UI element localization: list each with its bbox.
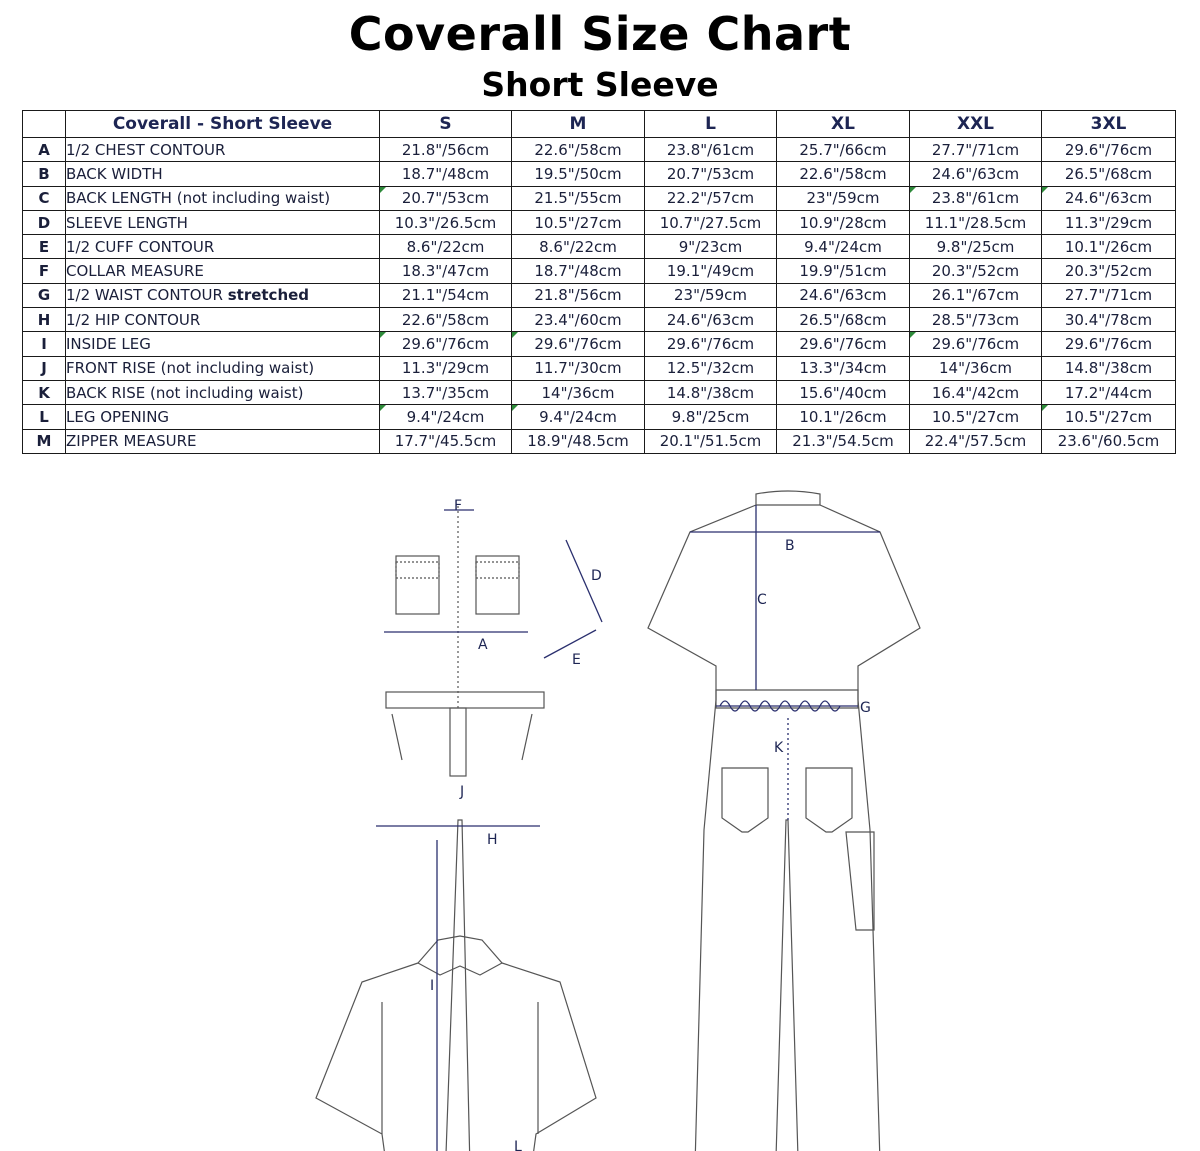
row-code: K: [23, 380, 66, 404]
table-row: [23, 356, 1176, 380]
value-cell-s: 29.6"/76cm: [380, 332, 512, 356]
label-d: D: [591, 568, 602, 584]
value-cell-s: 10.3"/26.5cm: [380, 210, 512, 234]
value-cell-l: 20.7"/53cm: [645, 162, 777, 186]
label-h: H: [487, 832, 498, 848]
value-cell-3xl: 24.6"/63cm: [1042, 186, 1176, 210]
value-cell-xxl: 27.7"/71cm: [910, 138, 1042, 162]
value-cell-3xl: 11.3"/29cm: [1042, 210, 1176, 234]
value-cell-m: 9.4"/24cm: [512, 405, 645, 429]
row-description-text: SLEEVE LENGTH: [66, 213, 188, 232]
value-cell-xl: 26.5"/68cm: [777, 308, 910, 332]
value-cell-3xl: 10.1"/26cm: [1042, 235, 1176, 259]
value-cell-3xl: 10.5"/27cm: [1042, 405, 1176, 429]
header-size-l: L: [645, 111, 777, 138]
row-description-text: ZIPPER MEASURE: [66, 432, 197, 451]
table-row: [23, 210, 1176, 234]
header-size-3xl: 3XL: [1042, 111, 1176, 138]
value-cell-xxl: 23.8"/61cm: [910, 186, 1042, 210]
value-cell-l: 9"/23cm: [645, 235, 777, 259]
value-cell-l: 12.5"/32cm: [645, 356, 777, 380]
value-cell-s: 21.8"/56cm: [380, 138, 512, 162]
value-cell-xxl: 20.3"/52cm: [910, 259, 1042, 283]
label-e: E: [572, 652, 581, 668]
value-cell-s: 9.4"/24cm: [380, 405, 512, 429]
label-b: B: [785, 538, 795, 554]
value-cell-3xl: 20.3"/52cm: [1042, 259, 1176, 283]
value-cell-3xl: 29.6"/76cm: [1042, 332, 1176, 356]
row-description-text: LEG OPENING: [66, 407, 170, 426]
value-cell-xl: 10.1"/26cm: [777, 405, 910, 429]
row-description-text: INSIDE LEG: [66, 335, 151, 354]
value-cell-xl: 25.7"/66cm: [777, 138, 910, 162]
value-cell-xxl: 10.5"/27cm: [910, 405, 1042, 429]
value-cell-xl: 15.6"/40cm: [777, 380, 910, 404]
value-cell-m: 10.5"/27cm: [512, 210, 645, 234]
row-code: M: [23, 429, 66, 453]
value-cell-m: 18.9"/48.5cm: [512, 429, 645, 453]
header-description: Coverall - Short Sleeve: [66, 111, 380, 138]
value-cell-3xl: 29.6"/76cm: [1042, 138, 1176, 162]
value-cell-m: 21.8"/56cm: [512, 283, 645, 307]
size-table: [22, 110, 1176, 454]
value-cell-3xl: 27.7"/71cm: [1042, 283, 1176, 307]
value-cell-m: 29.6"/76cm: [512, 332, 645, 356]
value-cell-s: 8.6"/22cm: [380, 235, 512, 259]
value-cell-s: 18.3"/47cm: [380, 259, 512, 283]
front-coverall: [316, 506, 596, 1151]
row-description: [66, 210, 380, 234]
value-cell-s: 20.7"/53cm: [380, 186, 512, 210]
row-code: F: [23, 259, 66, 283]
row-description-text: BACK LENGTH (not including waist): [66, 189, 331, 208]
value-cell-s: 17.7"/45.5cm: [380, 429, 512, 453]
table-row: [23, 235, 1176, 259]
row-description: [66, 332, 380, 356]
value-cell-l: 23"/59cm: [645, 283, 777, 307]
header-size-xxl: XXL: [910, 111, 1042, 138]
front-measurements: [376, 510, 602, 1151]
page-title: Coverall Size Chart: [348, 7, 852, 61]
value-cell-xxl: 26.1"/67cm: [910, 283, 1042, 307]
label-i: I: [430, 978, 435, 994]
value-cell-xl: 29.6"/76cm: [777, 332, 910, 356]
label-j: J: [460, 784, 465, 800]
row-description-text: BACK WIDTH: [66, 164, 163, 183]
row-code: C: [23, 186, 66, 210]
value-cell-xxl: 14"/36cm: [910, 356, 1042, 380]
back-coverall: [648, 491, 920, 1151]
table-row: [23, 429, 1176, 453]
value-cell-l: 9.8"/25cm: [645, 405, 777, 429]
value-cell-xl: 13.3"/34cm: [777, 356, 910, 380]
row-description-text: 1/2 CUFF CONTOUR: [66, 237, 215, 256]
row-description: [66, 259, 380, 283]
row-code: E: [23, 235, 66, 259]
row-code: H: [23, 308, 66, 332]
label-g: G: [860, 700, 871, 716]
value-cell-3xl: 23.6"/60.5cm: [1042, 429, 1176, 453]
table-row: [23, 259, 1176, 283]
size-table-body: [23, 138, 1176, 454]
label-f: F: [454, 498, 463, 514]
value-cell-m: 14"/36cm: [512, 380, 645, 404]
table-row: [23, 283, 1176, 307]
diagram-labels: [430, 498, 871, 1151]
row-code: D: [23, 210, 66, 234]
value-cell-xl: 10.9"/28cm: [777, 210, 910, 234]
row-code: B: [23, 162, 66, 186]
value-cell-m: 8.6"/22cm: [512, 235, 645, 259]
value-cell-l: 20.1"/51.5cm: [645, 429, 777, 453]
value-cell-l: 22.2"/57cm: [645, 186, 777, 210]
row-code: G: [23, 283, 66, 307]
row-description: [66, 186, 380, 210]
value-cell-s: 22.6"/58cm: [380, 308, 512, 332]
row-description: [66, 380, 380, 404]
label-a: A: [478, 637, 488, 653]
row-code: A: [23, 138, 66, 162]
row-description: [66, 283, 380, 307]
value-cell-3xl: 17.2"/44cm: [1042, 380, 1176, 404]
row-description: [66, 138, 380, 162]
table-row: [23, 308, 1176, 332]
value-cell-m: 18.7"/48cm: [512, 259, 645, 283]
value-cell-s: 21.1"/54cm: [380, 283, 512, 307]
value-cell-xl: 23"/59cm: [777, 186, 910, 210]
label-k: K: [774, 740, 784, 756]
value-cell-s: 11.3"/29cm: [380, 356, 512, 380]
value-cell-xxl: 16.4"/42cm: [910, 380, 1042, 404]
value-cell-l: 29.6"/76cm: [645, 332, 777, 356]
value-cell-xl: 9.4"/24cm: [777, 235, 910, 259]
value-cell-l: 14.8"/38cm: [645, 380, 777, 404]
value-cell-m: 19.5"/50cm: [512, 162, 645, 186]
row-code: I: [23, 332, 66, 356]
row-description: [66, 429, 380, 453]
value-cell-l: 19.1"/49cm: [645, 259, 777, 283]
value-cell-xl: 19.9"/51cm: [777, 259, 910, 283]
row-code: L: [23, 405, 66, 429]
table-row: [23, 332, 1176, 356]
row-description-text: FRONT RISE (not including waist): [66, 359, 315, 378]
table-row: [23, 405, 1176, 429]
value-cell-xxl: 29.6"/76cm: [910, 332, 1042, 356]
row-description: [66, 405, 380, 429]
label-c: C: [757, 592, 767, 608]
value-cell-xl: 22.6"/58cm: [777, 162, 910, 186]
value-cell-m: 11.7"/30cm: [512, 356, 645, 380]
value-cell-3xl: 30.4"/78cm: [1042, 308, 1176, 332]
value-cell-xl: 21.3"/54.5cm: [777, 429, 910, 453]
label-l: L: [514, 1139, 522, 1151]
value-cell-xxl: 11.1"/28.5cm: [910, 210, 1042, 234]
value-cell-xxl: 28.5"/73cm: [910, 308, 1042, 332]
row-description-text: 1/2 WAIST CONTOUR: [66, 286, 223, 305]
row-description: [66, 162, 380, 186]
table-row: [23, 186, 1176, 210]
row-description-text: 1/2 CHEST CONTOUR: [66, 140, 226, 159]
row-code: J: [23, 356, 66, 380]
value-cell-m: 21.5"/55cm: [512, 186, 645, 210]
row-description: [66, 356, 380, 380]
value-cell-xxl: 9.8"/25cm: [910, 235, 1042, 259]
table-row: [23, 162, 1176, 186]
page-subtitle: Short Sleeve: [481, 65, 719, 104]
value-cell-m: 22.6"/58cm: [512, 138, 645, 162]
value-cell-3xl: 26.5"/68cm: [1042, 162, 1176, 186]
value-cell-l: 24.6"/63cm: [645, 308, 777, 332]
header-size-m: M: [512, 111, 645, 138]
value-cell-xl: 24.6"/63cm: [777, 283, 910, 307]
value-cell-xxl: 24.6"/63cm: [910, 162, 1042, 186]
value-cell-3xl: 14.8"/38cm: [1042, 356, 1176, 380]
row-description-text: BACK RISE (not including waist): [66, 383, 304, 402]
value-cell-m: 23.4"/60cm: [512, 308, 645, 332]
value-cell-xxl: 22.4"/57.5cm: [910, 429, 1042, 453]
table-header-row: [23, 111, 1176, 138]
value-cell-s: 13.7"/35cm: [380, 380, 512, 404]
table-row: [23, 138, 1176, 162]
table-row: [23, 380, 1176, 404]
coverall-diagram: [0, 470, 1200, 1151]
row-description: [66, 308, 380, 332]
value-cell-l: 23.8"/61cm: [645, 138, 777, 162]
header-size-xl: XL: [777, 111, 910, 138]
header-size-s: S: [380, 111, 512, 138]
header-code-cell: [23, 111, 66, 138]
row-description-text: COLLAR MEASURE: [66, 262, 204, 281]
row-description: [66, 235, 380, 259]
value-cell-s: 18.7"/48cm: [380, 162, 512, 186]
value-cell-l: 10.7"/27.5cm: [645, 210, 777, 234]
row-description-text: 1/2 HIP CONTOUR: [66, 310, 201, 329]
row-description-emphasis: stretched: [227, 286, 310, 305]
